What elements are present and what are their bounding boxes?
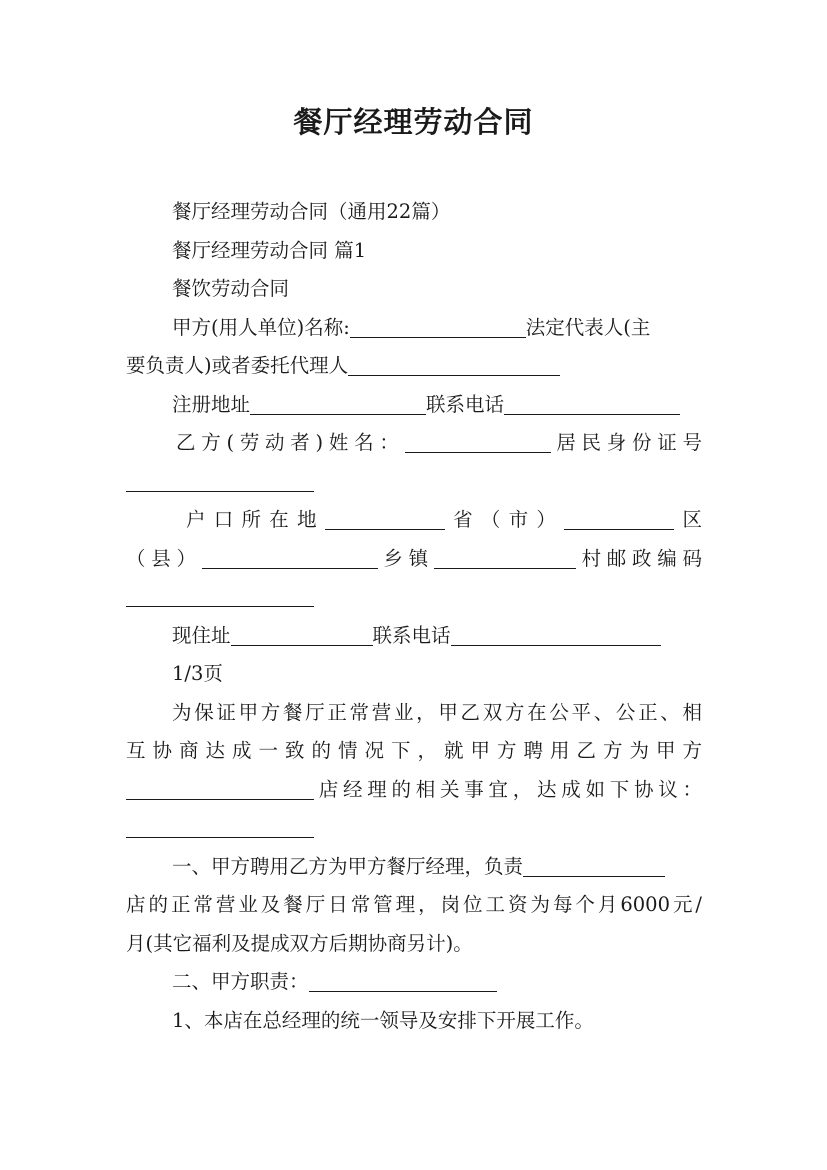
party-b-province-label: 省（市） xyxy=(444,508,565,531)
party-b-name-label: 乙方(劳动者)姓名： xyxy=(176,431,405,454)
party-b-hukou-label: 户口所在地 xyxy=(186,508,325,531)
clause-2-item-1: 1、本店在总经理的统一领导及安排下开展工作。 xyxy=(172,1008,594,1032)
party-b-hukou-line xyxy=(126,501,702,540)
clause-2-heading-text: 二、甲方职责： xyxy=(172,970,309,993)
clause-1-text-1: 一、甲方聘用乙方为甲方餐厅经理，负责 xyxy=(172,854,524,878)
party-b-hukou-blank xyxy=(325,507,445,530)
intro-line-3 xyxy=(126,771,702,810)
clause-2-blank xyxy=(309,969,497,992)
party-a-name-blank xyxy=(350,315,526,338)
document-title: 餐厅经理劳动合同 xyxy=(293,105,534,139)
clause-1-store-blank xyxy=(523,854,665,877)
party-b-current-address-line xyxy=(126,617,702,656)
party-a-phone-blank xyxy=(504,392,680,415)
party-b-postcode-blank xyxy=(126,584,314,607)
party-a-name-label: 甲方(用人单位)名称: xyxy=(172,315,350,339)
clause-2-heading xyxy=(126,963,702,1002)
intro-blank-line xyxy=(126,809,702,848)
party-b-phone-label: 联系电话 xyxy=(372,623,451,647)
party-b-name-line xyxy=(126,424,702,463)
party-b-current-address-label: 现住址 xyxy=(172,623,231,647)
intro-line-3-text: 店经理的相关事宜，达成如下协议： xyxy=(314,777,702,801)
party-b-postcode-line xyxy=(126,578,702,617)
intro-line-2: 互协商达成一致的情况下，就甲方聘用乙方为甲方 xyxy=(126,739,702,762)
party-a-name-line xyxy=(126,309,702,348)
clause-1-line-2: 店的正常营业及餐厅日常管理，岗位工资为每个月6000元/ xyxy=(126,893,702,916)
party-b-district-label: 区 xyxy=(674,508,702,531)
party-b-county-blank xyxy=(202,546,378,569)
party-a-rep-label: 法定代表人(主 xyxy=(525,315,651,339)
subtitle-line: 餐厅经理劳动合同（通用22篇） xyxy=(172,200,451,223)
party-a-address-line xyxy=(126,386,702,425)
party-b-id-label: 居民身份证号 xyxy=(550,431,702,454)
party-b-county-label: （县） xyxy=(126,546,202,570)
party-a-address-blank xyxy=(250,392,426,415)
party-b-village-label: 村邮政编码 xyxy=(575,546,702,570)
clause-1-line-3: 月(其它福利及提成双方后期协商另计)。 xyxy=(126,931,473,955)
party-b-town-blank xyxy=(434,546,576,569)
clause-1-line-1 xyxy=(126,848,702,887)
party-b-current-address-blank xyxy=(231,623,373,646)
party-b-town-label: 乡镇 xyxy=(377,546,434,570)
party-b-province-blank xyxy=(564,507,674,530)
party-a-rep-blank xyxy=(348,353,560,376)
party-b-id-line xyxy=(126,463,702,502)
store-name-blank xyxy=(126,777,314,800)
page-marker: 1/3页 xyxy=(172,662,223,685)
document-body xyxy=(126,193,702,1040)
party-b-id-blank xyxy=(126,469,314,492)
party-a-address-label: 注册地址 xyxy=(172,392,251,416)
contract-name: 餐饮劳动合同 xyxy=(172,277,290,300)
party-b-county-line xyxy=(126,540,702,579)
party-b-name-blank xyxy=(405,430,551,453)
party-a-rep-label-cont: 要负责人)或者委托代理人 xyxy=(126,354,349,377)
party-b-phone-blank xyxy=(451,623,661,646)
section-heading: 餐厅经理劳动合同 篇1 xyxy=(172,238,367,262)
intro-line-1: 为保证甲方餐厅正常营业，甲乙双方在公平、公正、相 xyxy=(172,700,702,724)
party-a-phone-label: 联系电话 xyxy=(426,392,505,416)
party-a-rep-line xyxy=(126,347,702,386)
intro-trailing-blank xyxy=(126,815,314,838)
